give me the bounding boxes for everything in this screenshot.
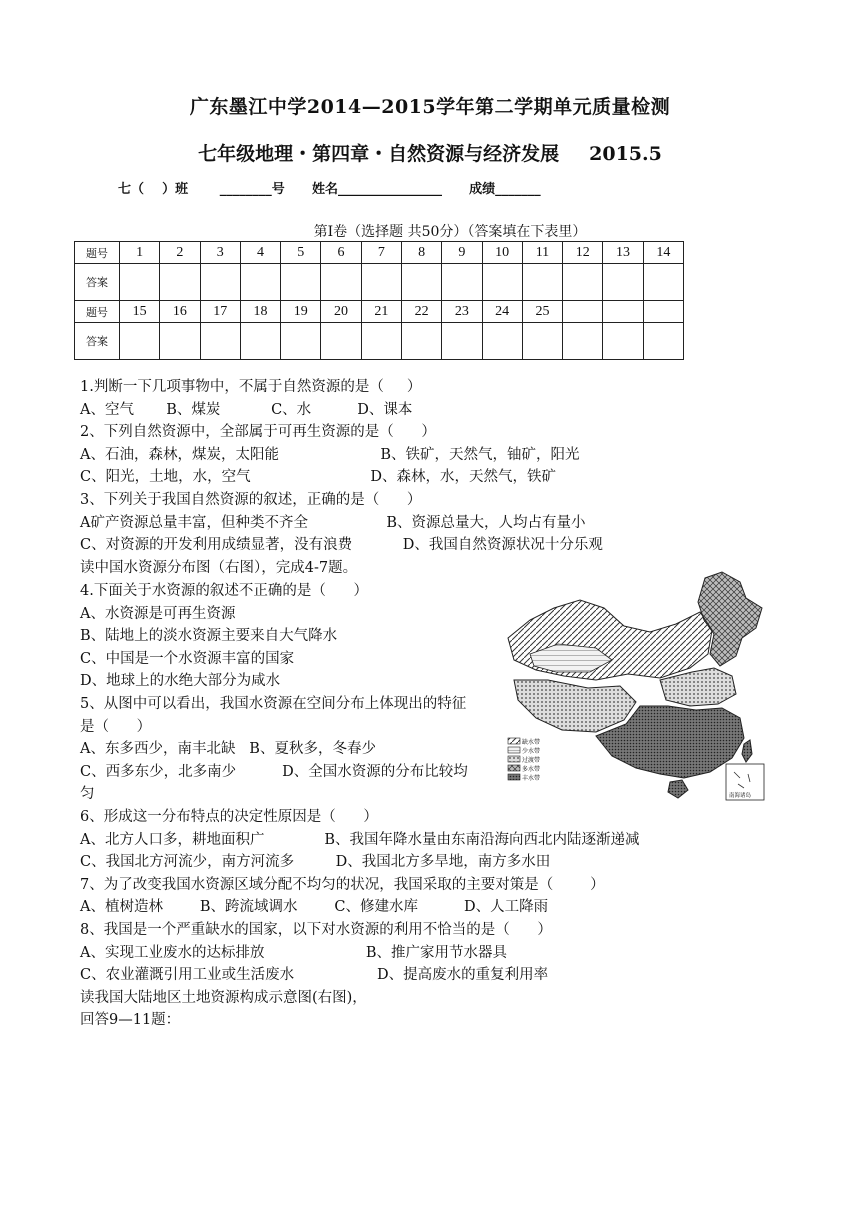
answer-row-1 (75, 264, 684, 301)
row-label: 题号 (75, 242, 120, 264)
answer-cell[interactable] (643, 323, 683, 360)
map-region-tibet (514, 680, 636, 732)
question-number: 11 (522, 242, 562, 264)
question-number: 15 (120, 301, 160, 323)
question-number: 25 (522, 301, 562, 323)
question-number: 12 (563, 242, 603, 264)
answer-cell[interactable] (281, 264, 321, 301)
answer-table (74, 241, 684, 360)
question-line: C、西多东少，北多南少 D、全国水资源的分布比较均 (80, 763, 468, 780)
exam-date: 2015.5 (589, 143, 662, 165)
answer-cell[interactable] (603, 323, 643, 360)
question-number: 17 (200, 301, 240, 323)
question-number: 9 (442, 242, 482, 264)
answer-cell[interactable] (200, 323, 240, 360)
answer-cell[interactable] (482, 264, 522, 301)
number-row-2 (75, 301, 684, 323)
answer-cell[interactable] (160, 264, 200, 301)
answer-row-2 (75, 323, 684, 360)
answer-cell[interactable] (120, 264, 160, 301)
question-line: C、中国是一个水资源丰富的国家 (80, 650, 295, 667)
question-number: 6 (321, 242, 361, 264)
question-line: 4.下面关于水资源的叙述不正确的是（ ） (80, 583, 368, 599)
question-line: 5、从图中可以看出，我国水资源在空间分布上体现出的特征 (80, 695, 467, 712)
question-number: 16 (160, 301, 200, 323)
answer-cell[interactable] (563, 264, 603, 301)
question-line: A、北方人口多，耕地面积广 B、我国年降水量由东南沿海向西北内陆逐渐递减 (80, 831, 640, 848)
map-region-hainan (668, 780, 688, 798)
answer-cell[interactable] (482, 323, 522, 360)
map-legend (508, 738, 540, 782)
answer-cell[interactable] (442, 264, 482, 301)
question-line: C、我国北方河流少，南方河流多 D、我国北方多旱地，南方多水田 (80, 854, 551, 871)
answer-cell[interactable] (522, 323, 562, 360)
answer-cell[interactable] (200, 264, 240, 301)
south-sea-inset (726, 764, 764, 800)
answer-cell[interactable] (321, 264, 361, 301)
question-line: A、空气 B、煤炭 C、水 D、课本 (80, 401, 413, 418)
answer-cell[interactable] (563, 323, 603, 360)
inset-label: 南海诸岛 (729, 793, 752, 799)
question-line: A、植树造林 B、跨流域调水 C、修建水库 D、人工降雨 (80, 899, 549, 916)
question-number: 13 (603, 242, 643, 264)
question-number: 21 (361, 301, 401, 323)
answer-cell[interactable] (321, 323, 361, 360)
answer-cell[interactable] (240, 264, 280, 301)
question-line: 读中国水资源分布图（右图），完成4-7题。 (80, 559, 358, 576)
row-label: 答案 (75, 264, 120, 301)
question-number: 19 (281, 301, 321, 323)
map-region-taiwan (742, 740, 752, 762)
question-number: 22 (401, 301, 441, 323)
answer-cell[interactable] (160, 323, 200, 360)
question-number (563, 301, 603, 323)
question-line: C、阳光，土地，水，空气 D、森林，水，天然气，铁矿 (80, 469, 557, 486)
question-line: 读我国大陆地区土地资源构成示意图(右图)， (80, 989, 367, 1006)
answer-cell[interactable] (401, 264, 441, 301)
question-line: 3、下列关于我国自然资源的叙述，正确的是（ ） (80, 491, 422, 508)
legend-label: 缺水带 (522, 739, 541, 746)
question-number: 2 (160, 242, 200, 264)
legend-label: 丰水带 (522, 775, 541, 782)
question-number: 1 (120, 242, 160, 264)
answer-cell[interactable] (603, 264, 643, 301)
question-line: 匀 (80, 786, 95, 803)
questions-left (80, 580, 490, 806)
subtitle-text: 七年级地理・第四章・自然资源与经济发展 (198, 143, 560, 165)
question-line: 6、形成这一分布特点的决定性原因是（ ） (80, 809, 378, 825)
question-number (643, 301, 683, 323)
row-label: 题号 (75, 301, 120, 323)
student-info-line: 七（ ）班 ________号 姓名________________ 成绩_______ (118, 182, 541, 197)
question-number: 5 (281, 242, 321, 264)
question-line: 回答9—11题： (80, 1012, 181, 1029)
question-number: 7 (361, 242, 401, 264)
questions-bottom (80, 806, 720, 1032)
answer-cell[interactable] (120, 323, 160, 360)
china-water-resources-map (500, 568, 768, 804)
question-line: A、石油，森林，煤炭，太阳能 B、铁矿，天然气，铀矿，阳光 (80, 446, 580, 463)
answer-cell[interactable] (401, 323, 441, 360)
question-number: 4 (240, 242, 280, 264)
question-number: 8 (401, 242, 441, 264)
question-line: 是（ ） (80, 718, 152, 735)
page-subtitle (0, 139, 860, 166)
answer-cell[interactable] (240, 323, 280, 360)
question-line: 1.判断一下几项事物中，不属于自然资源的是（ ） (80, 379, 422, 395)
legend-label: 多水带 (522, 766, 541, 773)
number-row-1 (75, 242, 684, 264)
question-number: 10 (482, 242, 522, 264)
question-line: A、实现工业废水的达标排放 B、推广家用节水器具 (80, 944, 508, 961)
question-line: 8、我国是一个严重缺水的国家，以下对水资源的利用不恰当的是（ ） (80, 921, 552, 938)
answer-cell[interactable] (643, 264, 683, 301)
question-number: 3 (200, 242, 240, 264)
answer-cell[interactable] (361, 323, 401, 360)
answer-cell[interactable] (522, 264, 562, 301)
question-number (603, 301, 643, 323)
question-line: D、地球上的水绝大部分为咸水 (80, 673, 281, 690)
section-heading: 第Ⅰ卷（选择题 共50分）（答案填在下表里） (313, 224, 587, 240)
question-number: 20 (321, 301, 361, 323)
legend-label: 过渡带 (522, 757, 541, 764)
question-line: B、陆地上的淡水资源主要来自大气降水 (80, 628, 338, 645)
row-label: 答案 (75, 323, 120, 360)
question-line: C、农业灌溉引用工业或生活废水 D、提高废水的重复利用率 (80, 967, 549, 984)
question-line: 2、下列自然资源中，全部属于可再生资源的是（ ） (80, 424, 436, 441)
question-number: 24 (482, 301, 522, 323)
question-line: 7、为了改变我国水资源区域分配不均匀的状况，我国采取的主要对策是（ ） (80, 876, 605, 893)
page-title: 广东墨江中学2014—2015学年第二学期单元质量检测 (189, 96, 671, 118)
question-line: A、水资源是可再生资源 (80, 605, 236, 622)
legend-label: 少水带 (522, 748, 541, 755)
question-line: A矿产资源总量丰富，但种类不齐全 B、资源总量大，人均占有量小 (80, 514, 586, 531)
map-region-northwest (508, 600, 712, 680)
answer-cell[interactable] (442, 323, 482, 360)
question-line: A、东多西少，南丰北缺 B、夏秋多，冬春少 (80, 741, 376, 758)
answer-cell[interactable] (281, 323, 321, 360)
question-number: 18 (240, 301, 280, 323)
questions-top (80, 376, 700, 579)
question-number: 23 (442, 301, 482, 323)
answer-cell[interactable] (361, 264, 401, 301)
question-line: C、对资源的开发利用成绩显著，没有浪费 D、我国自然资源状况十分乐观 (80, 537, 603, 554)
question-number: 14 (643, 242, 683, 264)
